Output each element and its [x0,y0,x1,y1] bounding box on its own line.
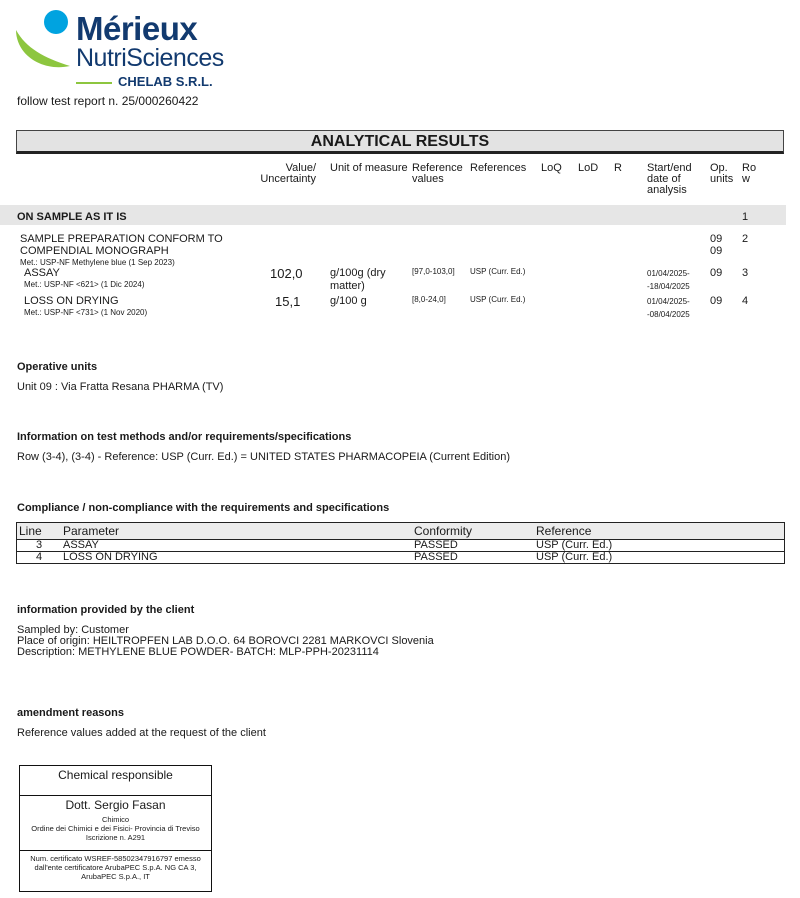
test-methods-heading: Information on test methods and/or requirements/specifications [17,431,352,443]
logo-text-merieux: Mérieux [76,10,198,47]
method-loss-on-drying: Met.: USP-NF <731> (1 Nov 2020) [24,308,148,317]
col-header-lod: LoD [578,162,599,174]
col-header-value: Value/ Uncertainty [260,162,316,185]
result-row-assay: ASSAY [24,267,60,279]
signature-box [19,765,212,892]
method-sample-preparation: Met.: USP-NF Methylene blue (1 Sep 2023) [20,258,175,267]
compliance-table [16,522,785,564]
compliance-line: 3 [35,539,43,551]
value-assay: 102,0 [270,266,303,281]
dates-assay: 01/04/2025- -18/04/2025 [647,269,690,291]
compliance-col-line: Line [17,523,62,540]
compliance-line: 4 [35,551,43,563]
client-info-heading: information provided by the client [17,604,195,616]
section-label: ON SAMPLE AS IT IS [17,211,127,223]
signature-role: Chimico Ordine dei Chimici e dei Fisici- Provincia di Treviso Iscrizione n. A291 [31,815,200,842]
unit-assay: g/100g (dry matter) [330,267,386,292]
logo-text-nutrisciences: NutriSciences [76,44,224,72]
merieux-logo [14,8,224,88]
result-row-sample-preparation: SAMPLE PREPARATION CONFORM TO COMPENDIAL MONOGRAPH [20,233,223,257]
dates-loss-on-drying: 01/04/2025- -08/04/2025 [647,297,690,319]
compliance-header-row [17,523,785,540]
unit-loss-on-drying: g/100 g [330,295,367,307]
compliance-heading: Compliance / non-compliance with the requirements and specifications [17,502,390,514]
compliance-col-reference: Reference [534,523,785,540]
amendment-heading: amendment reasons [17,707,124,719]
operative-units-heading: Operative units [17,361,98,373]
compliance-parameter: ASSAY [63,539,99,551]
references-assay: USP (Curr. Ed.) [470,267,526,276]
compliance-parameter: LOSS ON DRYING [63,551,158,563]
value-loss-on-drying: 15,1 [275,294,301,309]
signature-person [20,796,211,851]
col-header-r: R [614,162,622,174]
refvalues-loss-on-drying: [8,0-24,0] [412,295,446,304]
col-header-dates: Start/end date of analysis [647,162,692,196]
report-reference: follow test report n. 25/000260422 [17,94,199,108]
client-info-text: Sampled by: Customer Place of origin: HEILTROPFEN LAB D.O.O. 64 BOROVCI 2281 MARKOVCI Slovenia Description: METHYLENE BLUE POWDER- BATCH: MLP-PPH-20231114 [17,624,434,658]
op-units-loss-on-drying: 09 [710,295,723,307]
compliance-reference: USP (Curr. Ed.) [536,551,613,563]
compliance-reference: USP (Curr. Ed.) [536,539,613,551]
logo-text-chelab: CHELAB S.R.L. [118,74,213,89]
signature-name: Dott. Sergio Fasan [65,798,166,812]
col-header-references: References [470,162,527,174]
row-number-3: 3 [742,267,749,279]
analytical-results-title: ANALYTICAL RESULTS [16,130,784,154]
col-header-loq: LoQ [541,162,562,174]
compliance-col-conformity: Conformity [412,523,534,540]
operative-units-text: Unit 09 : Via Fratta Resana PHARMA (TV) [17,381,224,393]
col-header-op-units: Op. units [710,162,734,185]
logo-divider [76,82,112,84]
test-methods-text: Row (3-4), (3-4) - Reference: USP (Curr. Ed.) = UNITED STATES PHARMACOPEIA (Current Edition) [17,451,510,463]
method-assay: Met.: USP-NF <621> (1 Dic 2024) [24,280,145,289]
col-header-unit: Unit of measure [330,162,408,174]
op-units-row-2: 09 09 [710,233,723,257]
compliance-conformity: PASSED [414,551,458,563]
section-row-number: 1 [742,211,749,223]
refvalues-assay: [97,0-103,0] [412,267,455,276]
compliance-row [17,540,785,552]
col-header-reference-values: Reference values [412,162,463,185]
compliance-col-parameter: Parameter [61,523,412,540]
result-row-loss-on-drying: LOSS ON DRYING [24,295,119,307]
col-header-row: Ro w [742,162,757,185]
row-number-4: 4 [742,295,749,307]
amendment-text: Reference values added at the request of the client [17,727,266,739]
compliance-conformity: PASSED [414,539,458,551]
signature-certificate: Num. certificato WSREF-58502347916797 emesso dall'ente certificatore ArubaPEC S.p.A. NG CA 3, ArubaPEC S.p.A., IT [30,854,201,881]
row-number-2: 2 [742,233,749,245]
logo-leaf-icon [14,8,76,84]
references-loss-on-drying: USP (Curr. Ed.) [470,295,526,304]
signature-title: Chemical responsible [20,766,211,796]
compliance-row [17,552,785,564]
op-units-assay: 09 [710,267,723,279]
